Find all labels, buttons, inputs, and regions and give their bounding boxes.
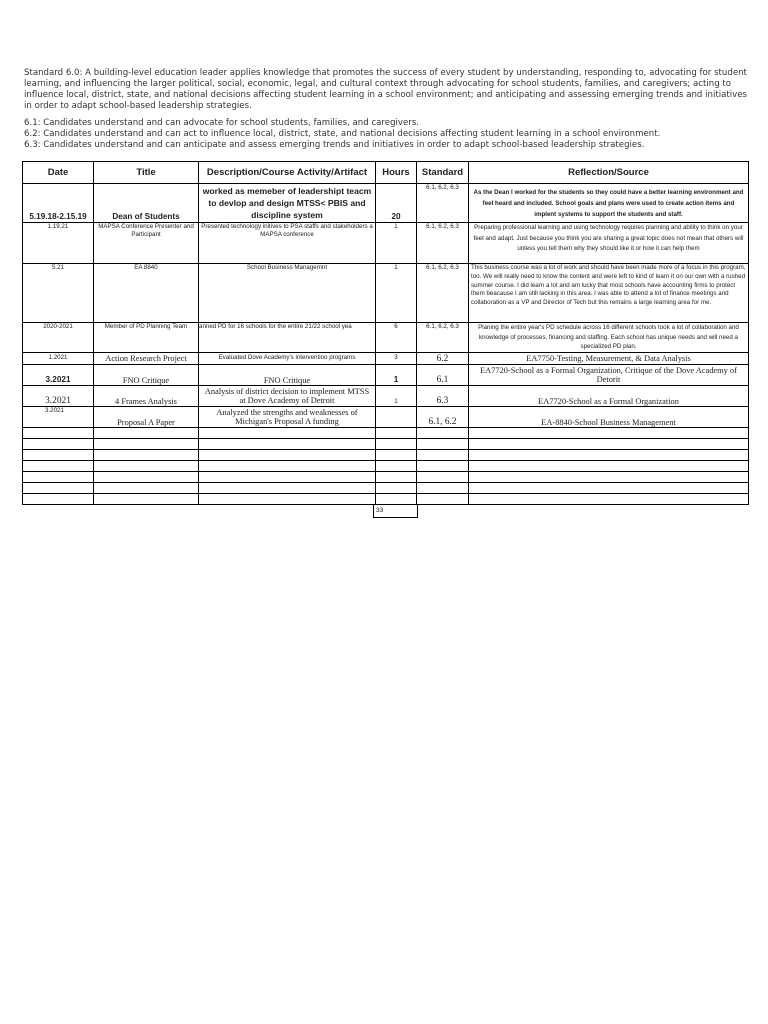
cell-reflection: Planing the entire year's PD schedule across 16 different schools took a lot of collaboration and knowledge of processes, financing and staffing. Each school has unique needs and will need a specialized PD plan. bbox=[469, 323, 749, 353]
header-description: Description/Course Activity/Artifact bbox=[199, 162, 376, 184]
cell-reflection: EA7720-School as a Formal Organization bbox=[469, 386, 749, 407]
header-reflection: Reflection/Source bbox=[469, 162, 749, 184]
cell-hours: 1 bbox=[376, 386, 417, 407]
table-row bbox=[23, 386, 749, 407]
cell-hours: 3 bbox=[376, 353, 417, 365]
cell-hours: 1 bbox=[376, 223, 417, 264]
cell-hours: 20 bbox=[376, 184, 417, 223]
activity-log-table bbox=[22, 161, 749, 505]
cell-hours: 1 bbox=[376, 264, 417, 323]
standard-6-3-text: 6.3: Candidates understand and can anticipate and assess emerging trends and initiatives in order to adapt school-based leadership strategies. bbox=[24, 140, 645, 150]
cell-reflection: Preparing professional learning and using technology requires planning and ability to think on your feet and adapt. Just because you think you are sharing a great topic does not mean that others will unless you tell them why they should like it or how it can help them bbox=[469, 223, 749, 264]
cell-description: Analysis of district decision to implement MTSS at Dove Academy of Detroit bbox=[199, 386, 376, 407]
empty-row bbox=[23, 461, 749, 472]
table-row bbox=[23, 365, 749, 386]
cell-hours: 6 bbox=[376, 323, 417, 353]
cell-standard: 6.2 bbox=[417, 353, 469, 365]
cell-title: Proposal A Paper bbox=[94, 407, 199, 428]
cell-date: 3.2021 bbox=[23, 386, 94, 407]
cell-standard: 6.1 bbox=[417, 365, 469, 386]
table-row bbox=[23, 323, 749, 353]
standard-6-1-text: 6.1: Candidates understand and can advocate for school students, families, and caregivers. bbox=[24, 118, 420, 128]
table-header-row bbox=[23, 162, 749, 184]
empty-row bbox=[23, 428, 749, 439]
cell-reflection: As the Dean I worked for the students so they could have a better learning environment and feel heard and included. School goals and plans were used to create action items and implent systems to support the students and staff. bbox=[469, 184, 749, 223]
header-title: Title bbox=[94, 162, 199, 184]
header-date: Date bbox=[23, 162, 94, 184]
cell-standard: 6.1, 6.2, 6.3 bbox=[417, 184, 469, 223]
cell-standard: 6.1, 6.2, 6.3 bbox=[417, 223, 469, 264]
cell-title: Dean of Students bbox=[94, 184, 199, 223]
cell-description: worked as memeber of leadershipt teacm to devlop and design MTSS< PBIS and discipline system bbox=[199, 184, 376, 223]
cell-description: School Business Managemnt bbox=[199, 264, 376, 323]
cell-standard: 6.1, 6.2, 6.3 bbox=[417, 323, 469, 353]
cell-date: 5.19.18-2.15.19 bbox=[23, 184, 94, 223]
table-row bbox=[23, 407, 749, 428]
cell-description: Evaluated Dove Academy's interventino programs bbox=[199, 353, 376, 365]
cell-date: 1.19.21 bbox=[23, 223, 94, 264]
empty-row bbox=[23, 472, 749, 483]
cell-date: 5.21 bbox=[23, 264, 94, 323]
cell-title: MAPSA Conference Presenter and Participant bbox=[94, 223, 199, 264]
table-row bbox=[23, 264, 749, 323]
cell-reflection: This business course was a lot of work and should have been made more of a focus in this program, too. We will really need to know the content and were left to kind of learn it on our own with a rushed summer course. I did learn a lot and am lucky that most schools have accounting firms to protect them beacause I am still lacking in this area. I was able to attend a lot of finance meetings and collaboration as a VP and Director of Tech but this remains a large learning area for me. bbox=[469, 264, 749, 323]
cell-standard: 6.3 bbox=[417, 386, 469, 407]
cell-hours: 1 bbox=[376, 365, 417, 386]
empty-row bbox=[23, 450, 749, 461]
table-row bbox=[23, 184, 749, 223]
header-hours: Hours bbox=[376, 162, 417, 184]
empty-row bbox=[23, 483, 749, 494]
cell-reflection: EA7720-School as a Formal Organization, Critique of the Dove Academy of Detorit bbox=[469, 365, 749, 386]
header-standard: Standard bbox=[417, 162, 469, 184]
total-hours-cell: 33 bbox=[373, 504, 418, 518]
standard-6-text: Standard 6.0: A building-level education leader applies knowledge that promotes the success of every student by understanding, responding to, advocating for student learning, and influencing the larger political, social, economic, legal, and cultural context through advocating for school students, families, and caregivers; acting to influence local, district, state, and national decisions affecting student learning in a school environment; and anticipating and assessing emerging trends and initiatives in order to adapt school-based leadership strategies. bbox=[24, 68, 747, 111]
cell-date: 2020-2021 bbox=[23, 323, 94, 353]
empty-row bbox=[23, 494, 749, 505]
cell-standard: 6.1, 6.2 bbox=[417, 407, 469, 428]
cell-title: 4 Frames Analysis bbox=[94, 386, 199, 407]
cell-description: Analyzed the strengths and weaknesses of Michigan's Proposal A funding bbox=[199, 407, 376, 428]
table-row bbox=[23, 353, 749, 365]
standard-description bbox=[24, 68, 750, 151]
cell-title: Action Research Project bbox=[94, 353, 199, 365]
standard-6-2-text: 6.2: Candidates understand and can act to influence local, district, state, and national decisions affecting student learning in a school environment. bbox=[24, 129, 661, 139]
empty-row bbox=[23, 439, 749, 450]
table-row bbox=[23, 223, 749, 264]
cell-hours bbox=[376, 407, 417, 428]
cell-reflection: EA-8840-School Business Management bbox=[469, 407, 749, 428]
cell-title: EA 8840 bbox=[94, 264, 199, 323]
cell-reflection: EA7750-Testing, Measurement, & Data Analysis bbox=[469, 353, 749, 365]
cell-description: Presented technology initives to PSA staffs and stakeholders a MAPSA conference bbox=[199, 223, 376, 264]
cell-description: FNO Critique bbox=[199, 365, 376, 386]
cell-date: 1.2021 bbox=[23, 353, 94, 365]
cell-date: 3.2021 bbox=[23, 365, 94, 386]
cell-date: 3.2021 bbox=[23, 407, 94, 428]
cell-title: Member of PD Planning Team bbox=[94, 323, 199, 353]
cell-standard: 6.1, 6.2, 6.3 bbox=[417, 264, 469, 323]
cell-title: FNO Critique bbox=[94, 365, 199, 386]
cell-description: anned PD for 16 schools for the entire 21/22 school yea bbox=[199, 323, 376, 353]
